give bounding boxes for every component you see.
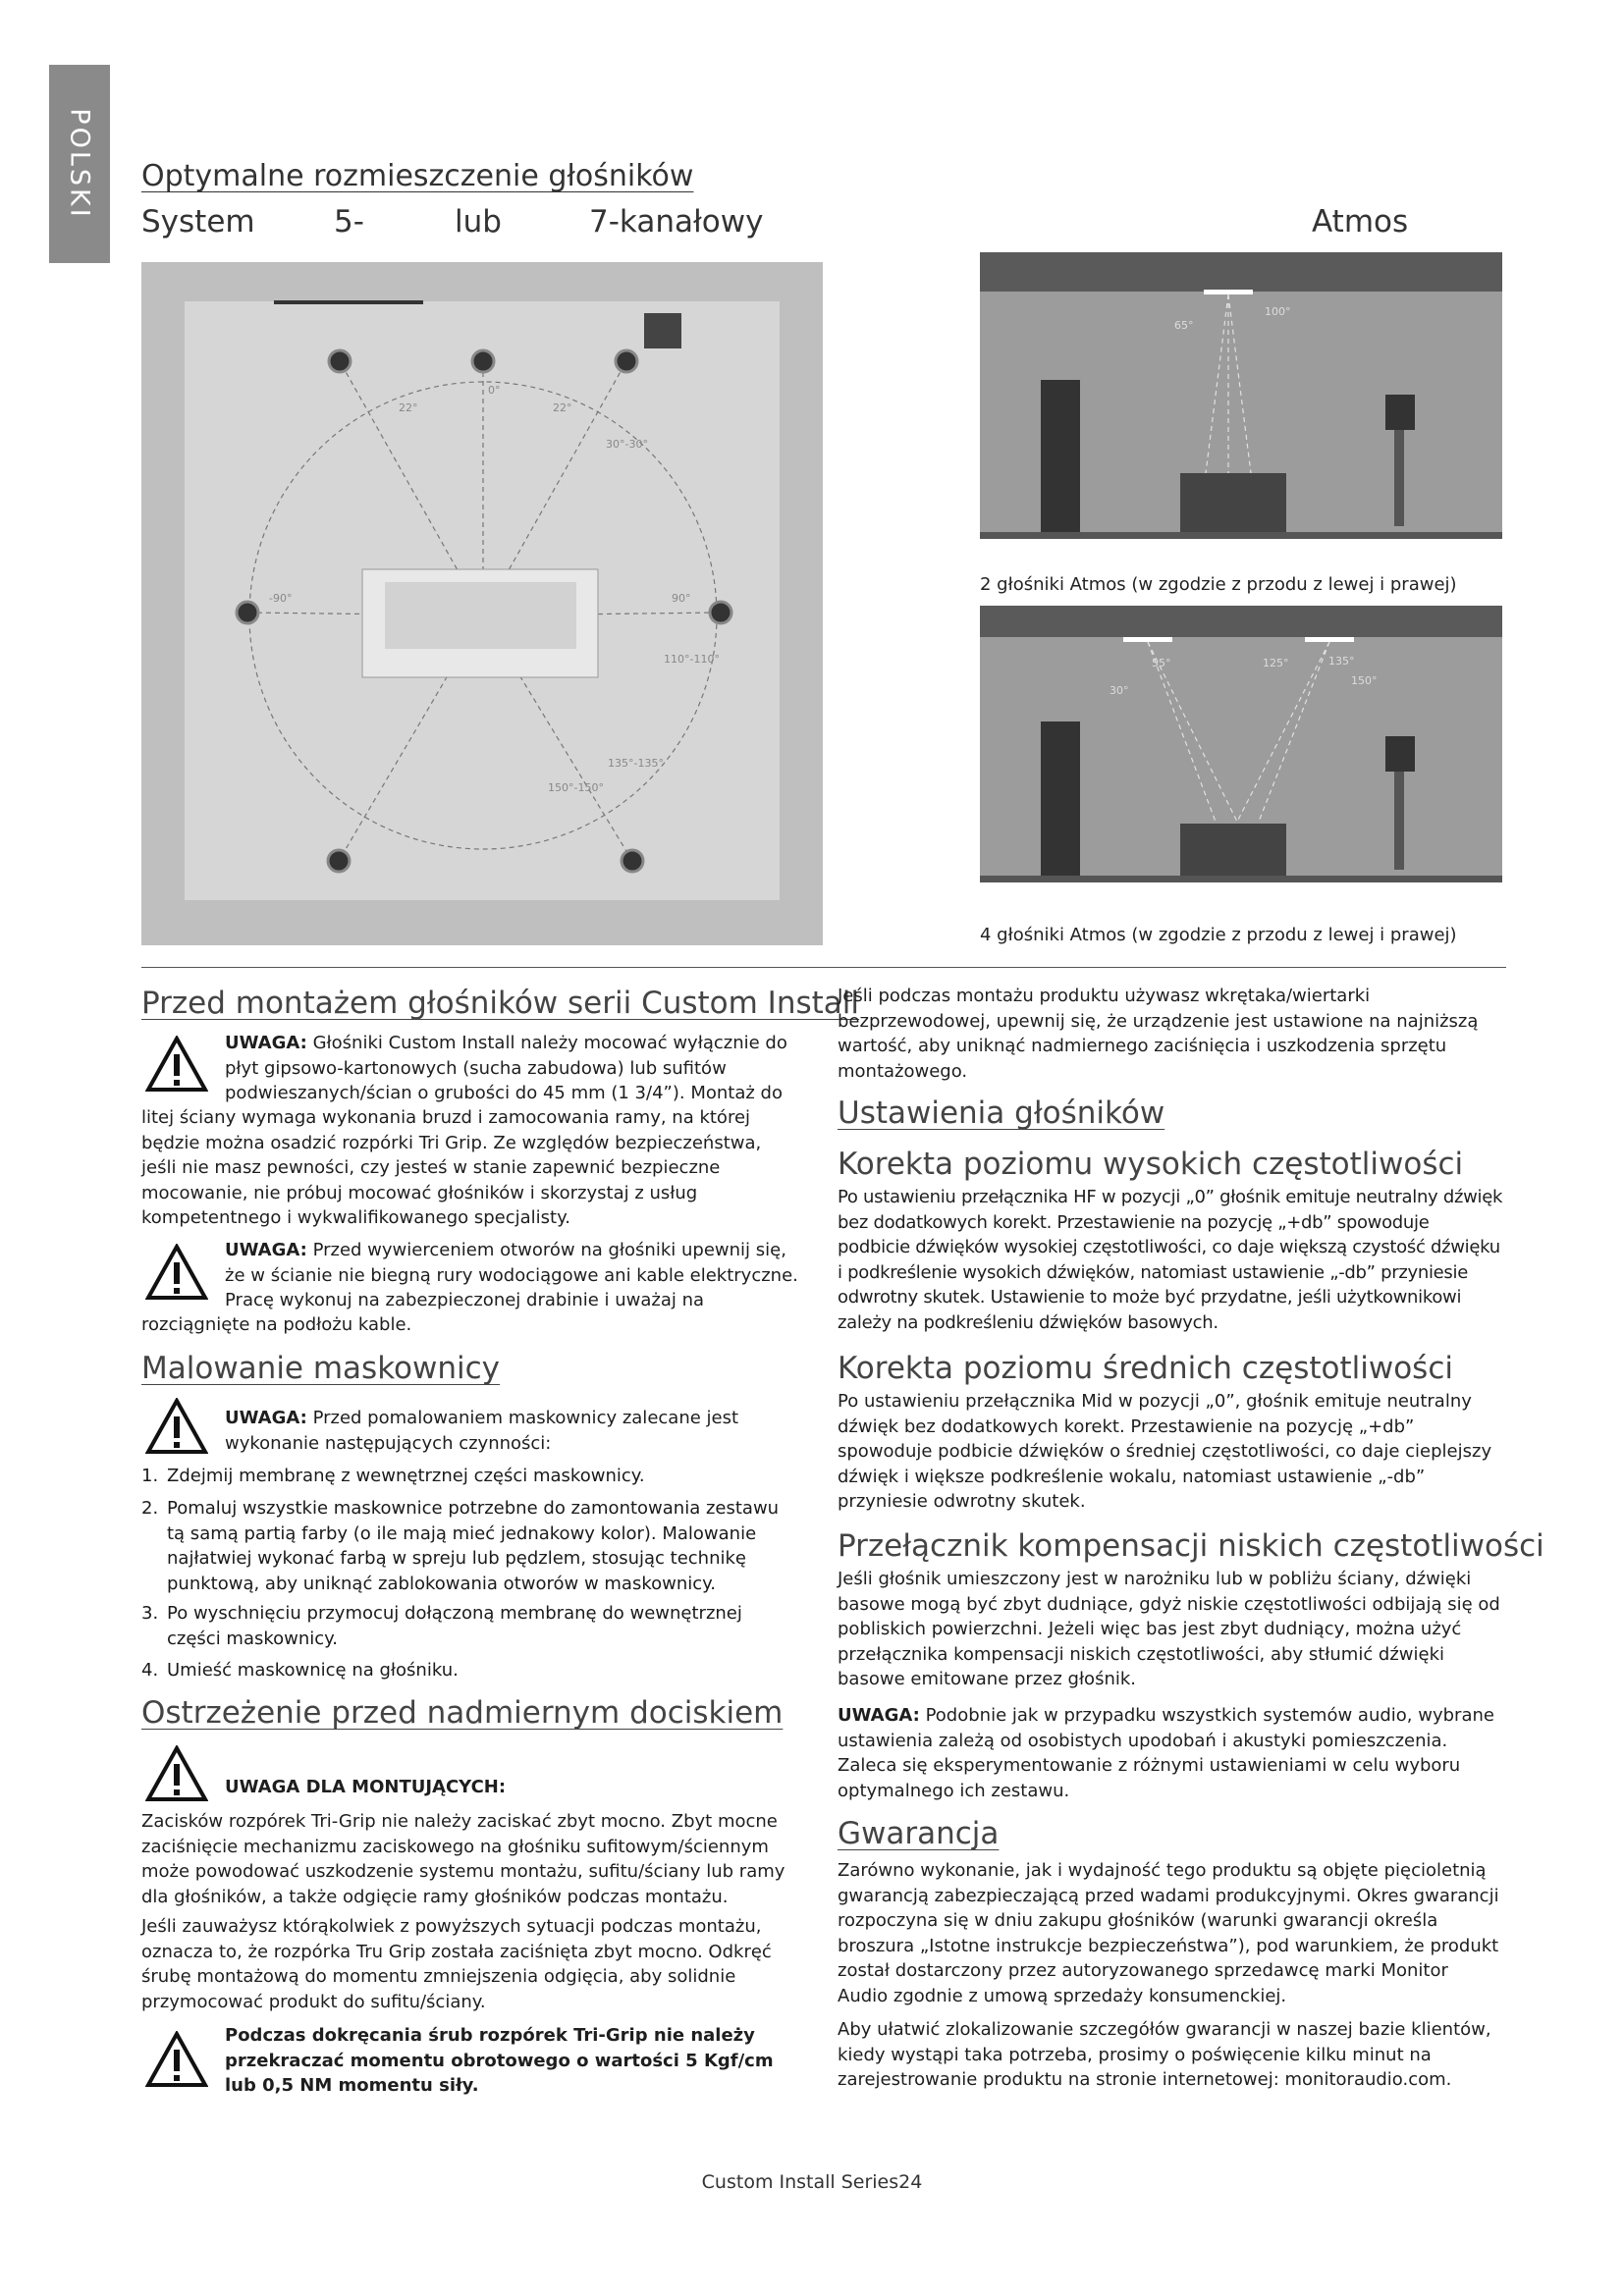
list-item <box>141 1601 795 1651</box>
atmos-speaker-rear <box>1305 637 1354 642</box>
ceiling <box>980 252 1502 292</box>
painting-section-title: Malowanie maskownicy <box>141 1351 501 1386</box>
angle-label: 125° <box>1263 657 1289 669</box>
angle-label: 65° <box>1174 319 1194 332</box>
placement-diagram-drawing <box>141 262 823 945</box>
speaker-front-right <box>616 350 637 372</box>
installer-warning-label: UWAGA DLA MONTUJĄCYCH: <box>225 1777 507 1797</box>
list-number: 1. <box>141 1466 159 1486</box>
install-section-title: Przed montażem głośników serii Custom Install <box>141 986 859 1021</box>
warranty-paragraph: Zarówno wykonanie, jak i wydajność tego produktu są objęte pięcioletnią gwarancją zabezpieczającą przed wadami produkcyjnymi. Okres gwarancji rozpoczyna się w dniu zakupu głośników (warunki gwarancji określa broszura „Istotne instrukcje bezpieczeństwa”), pod warunkiem, że produkt został dostarczony przez autoryzowanego sprzedawcę marki Monitor Audio zgodnie z umową sprzedaży konsumenckiej. <box>838 1860 1499 2006</box>
warning-icon <box>145 1036 208 1093</box>
tv-screen <box>274 300 423 304</box>
warning-text: Przed pomalowaniem maskownicy zalecane jest <box>312 1408 739 1428</box>
list-number: 3. <box>141 1603 159 1624</box>
mid-section-title: Korekta poziomu średnich częstotliwości <box>838 1351 1453 1386</box>
warning-text: wykonanie następujących czynności: <box>225 1432 552 1454</box>
pressure-paragraph: Zacisków rozpórek Tri-Grip nie należy zaciskać zbyt mocno. Zbyt mocne zaciśnięcie mechanizmu zaciskowego na głośniku sufitowym/ściennym może powodować uszkodzenie systemu montażu, sufitu/ściany lub ramy dla głośników, a także odgięcie ramy głośników podczas montażu. <box>141 1811 785 1907</box>
list-number: 4. <box>141 1660 159 1681</box>
bass-note <box>838 1703 1500 1803</box>
sofa <box>1180 473 1286 532</box>
list-item <box>141 1658 795 1683</box>
warning-icon <box>145 1398 208 1455</box>
language-label: POLSKI <box>64 108 95 220</box>
speaker-rear-right <box>622 850 643 872</box>
atmos-4-drawing <box>980 606 1502 882</box>
tower-speaker <box>1041 380 1080 532</box>
atmos-label: Atmos <box>1312 204 1409 240</box>
angle-label: 135° <box>1328 655 1355 667</box>
angle-label: 100° <box>1265 305 1291 318</box>
warning-text: płyt gipsowo-kartonowych (sucha zabudowa) lub sufitów <box>225 1057 727 1079</box>
hf-section-title: Korekta poziomu wysokich częstotliwości <box>838 1147 1464 1182</box>
atmos-4-speakers-image <box>980 606 1502 882</box>
warning-label: UWAGA: <box>225 1033 307 1053</box>
atmos-4-caption: 4 głośniki Atmos (w zgodzie z przodu z lewej i prawej) <box>980 925 1457 945</box>
torque-warning-text: Podczas dokręcania śrub rozpórek Tri-Grip nie należy przekraczać momentu obrotowego o wartości 5 Kgf/cm lub 0,5 NM momentu siły. <box>225 2025 774 2096</box>
or-label: lub <box>455 204 502 240</box>
ceiling <box>980 606 1502 637</box>
stand-speaker <box>1385 395 1415 430</box>
atmos-2-caption: 2 głośniki Atmos (w zgodzie z przodu z lewej i prawej) <box>980 574 1457 595</box>
atmos-2-speakers-image <box>980 252 1502 539</box>
warning-text: Pracę wykonuj na zabezpieczonej drabinie i uważaj na <box>225 1290 705 1310</box>
install-paragraph: litej ściany wymaga wykonania bruzd i zamocowania ramy, na której będzie można osadzić rozpórki Tri Grip. Ze względów bezpieczeństwa, jeśli nie masz pewności, czy jesteś w stanie zapewnić bezpieczne mocowanie, nie próbuj mocować głośników i skorzystaj z usług kompetentnego i wykwalifikowanego specjalisty. <box>141 1107 762 1228</box>
settings-section-title: Ustawienia głośników <box>838 1095 1165 1131</box>
warranty-section-title: Gwarancja <box>838 1816 1000 1851</box>
speaker-side-right <box>710 602 731 623</box>
speaker-front-left <box>329 350 351 372</box>
tower-speaker <box>1041 721 1080 876</box>
page-title: Optymalne rozmieszczenie głośników <box>141 159 694 193</box>
angle-label: 110°-110° <box>664 653 720 666</box>
angle-label: 90° <box>672 592 691 605</box>
warranty-paragraph: Aby ułatwić zlokalizowanie szczegółów gwarancji w naszej bazie klientów, kiedy wystąpi taka potrzeba, prosimy o poświęcenie kilku minut na zarejestrowanie produktu na stronie internetowej: monitoraudio.com. <box>838 2019 1491 2090</box>
list-text: Umieść maskownicę na głośniku. <box>167 1660 459 1681</box>
list-number: 2. <box>141 1498 159 1519</box>
speaker-stand <box>1394 772 1404 870</box>
driver-paragraph: Jeśli podczas montażu produktu używasz wkrętaka/wiertarki bezprzewodowej, upewnij się, że urządzenie jest ustawione na najniższą wartość, aby uniknąć nadmiernego zaciśnięcia i uszkodzenia sprzętu montażowego. <box>838 986 1479 1082</box>
list-text: Po wyschnięciu przymocuj dołączoną membranę do wewnętrznej części maskownicy. <box>167 1603 742 1649</box>
angle-label: 150° <box>1351 674 1378 687</box>
angle-label: 0° <box>488 384 501 397</box>
warning-icon <box>145 2031 208 2088</box>
warning-text: że w ścianie nie biegną rury wodociągowe ani kable elektryczne. <box>225 1264 798 1286</box>
angle-label: 22° <box>399 401 418 414</box>
angle-label: 150°-150° <box>548 781 604 794</box>
speaker-side-left <box>237 602 258 623</box>
bass-paragraph: Jeśli głośnik umieszczony jest w narożniku lub w pobliżu ściany, dźwięki basowe mogą być zbyt dudniące, gdyż niskie częstotliwości odbijają się od pobliskich powierzchni. Jeżeli więc bas jest zbyt dudniący, można użyć przełącznika kompensacji niskich częstotliwości, aby stłumić dźwięki basowe emitowane przez głośnik. <box>838 1569 1500 1689</box>
section-divider <box>141 967 1506 968</box>
stand-speaker <box>1385 736 1415 772</box>
mid-paragraph: Po ustawieniu przełącznika Mid w pozycji „0”, głośnik emituje neutralny dźwięk bez dodatkowych korekt. Przestawienie na pozycję „+db” spowoduje podbicie dźwięków o średniej częstotliwości, co daje cieplejszy dźwięk i większe podkreślenie wokalu, natomiast ustawienie „-db” przyniesie odwrotny skutek. <box>838 1391 1492 1512</box>
warning-label: UWAGA: <box>225 1240 307 1260</box>
angle-label: 22° <box>553 401 572 414</box>
sofa <box>1180 824 1286 876</box>
warning-text: rozciągnięte na podłożu kable. <box>141 1314 412 1335</box>
speaker-rear-left <box>328 850 350 872</box>
sofa-seat <box>385 582 576 649</box>
atmos-speaker <box>1204 290 1253 294</box>
atmos-speaker-front <box>1123 637 1172 642</box>
angle-label: -90° <box>269 592 293 605</box>
atmos-2-drawing <box>980 252 1502 539</box>
subwoofer <box>644 313 681 348</box>
page-footer: Custom Install Series24 <box>701 2171 923 2193</box>
hf-paragraph: Po ustawieniu przełącznika HF w pozycji „0” głośnik emituje neutralny dźwięk bez dodatkowych korekt. Przestawienie na pozycję „+db” spowoduje podbicie dźwięków wysokiej częstotliwości, co daje większą czystość dźwięku i podkreślenie wysokich dźwięków, natomiast ustawienie „-db” przyniesie odwrotny skutek. Ustawienie to może być przydatne, jeśli użytkownikowi zależy na podkreśleniu dźwięków basowych. <box>838 1187 1503 1333</box>
floor <box>980 532 1502 539</box>
angle-label: 30°-30° <box>606 438 648 451</box>
warning-text: Przed wywierceniem otworów na głośniki upewnij się, <box>312 1240 786 1260</box>
warning-text: podwieszanych/ścian o grubości do 45 mm (1 3/4”). Montaż do <box>225 1083 783 1103</box>
floor <box>980 876 1502 882</box>
note-text: Podobnie jak w przypadku wszystkich systemów audio, wybrane ustawienia zależą od osobistych upodobań i akustyki pomieszczenia. Zaleca się eksperymentowanie z różnymi ustawieniami w celu wyboru optymalnego ich zestawu. <box>838 1705 1494 1801</box>
list-item <box>141 1464 795 1489</box>
warning-icon <box>145 1745 208 1802</box>
pressure-section-title: Ostrzeżenie przed nadmiernym dociskiem <box>141 1695 784 1731</box>
language-tab <box>49 65 110 263</box>
warning-label: UWAGA: <box>225 1408 307 1428</box>
list-item <box>141 1496 795 1596</box>
angle-label: 30° <box>1110 684 1129 697</box>
system-label: System <box>141 204 255 240</box>
angle-label: 135°-135° <box>608 757 664 770</box>
angle-label: 55° <box>1152 657 1171 669</box>
list-text: Zdejmij membranę z wewnętrznej części maskownicy. <box>167 1466 645 1486</box>
seven-channel-label: 7-kanałowy <box>589 204 764 240</box>
pressure-paragraph: Jeśli zauważysz którąkolwiek z powyższych sytuacji podczas montażu, oznacza to, że rozpórka Tru Grip została zaciśnięta zbyt mocno. Odkręć śrubę montażową do momentu zmniejszenia odgięcia, aby solidnie przymocować produkt do sufitu/ściany. <box>141 1916 772 2012</box>
five-channel-label: 5- <box>334 204 364 240</box>
bass-section-title: Przełącznik kompensacji niskich częstotliwości <box>838 1528 1544 1564</box>
speaker-stand <box>1394 430 1404 526</box>
speaker-center <box>472 350 494 372</box>
list-text: Pomaluj wszystkie maskownice potrzebne do zamontowania zestawu tą samą partią farby (o ile mają mieć jednakowy kolor). Malowanie najłatwiej wykonać farbą w spreju lub pędzlem, stosując technikę punktową, aby uniknąć zablokowania otworów w maskownicy. <box>167 1498 780 1594</box>
warning-text: Głośniki Custom Install należy mocować wyłącznie do <box>312 1033 787 1053</box>
note-label: UWAGA: <box>838 1705 920 1726</box>
warning-icon <box>145 1244 208 1301</box>
